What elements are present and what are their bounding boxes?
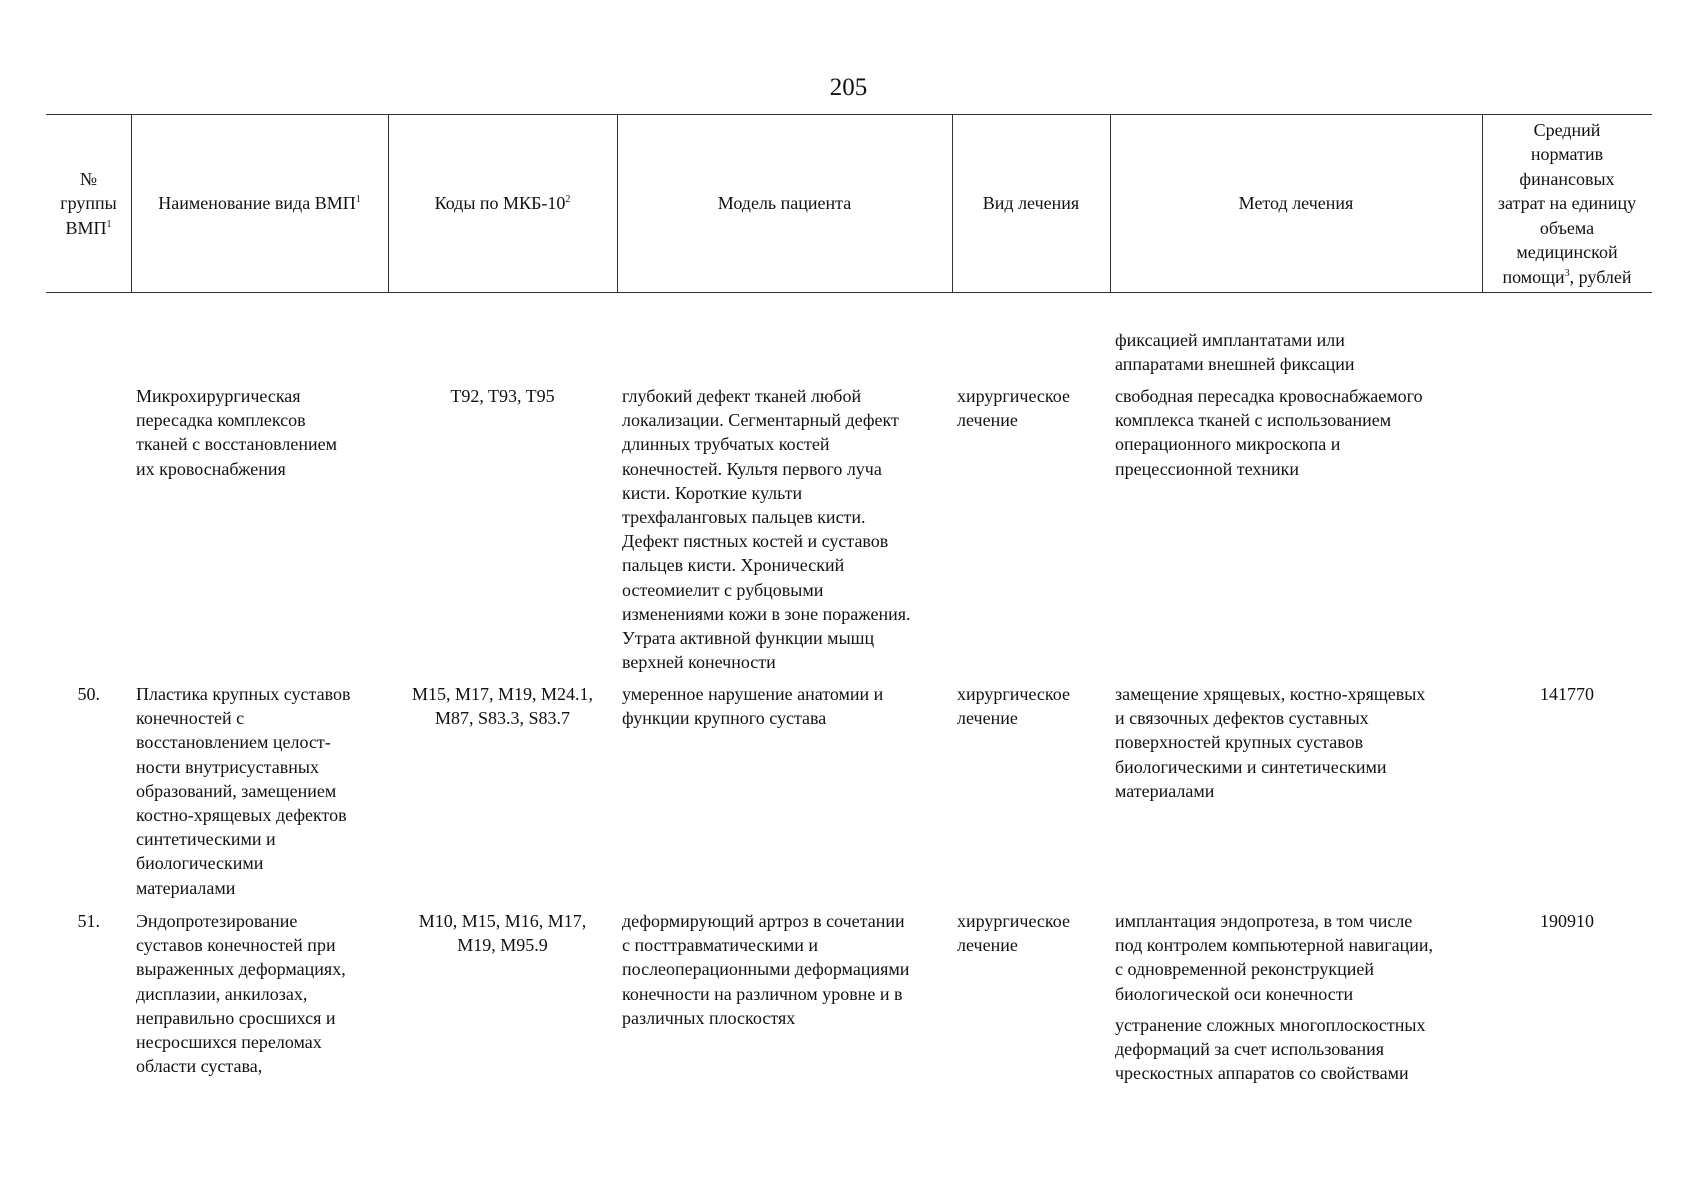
page-number: 205 <box>829 74 868 101</box>
row-microsurgery-codes: T92, T93, T95 <box>450 386 555 406</box>
header-vmp-name: Наименование вида ВМП$^1$ <box>158 193 361 214</box>
row-50-type: хирургическое лечение <box>957 684 1070 729</box>
row-microsurgery-name: Микрохирургическая пересадка комплексов тканей с восстановлением их кровоснабжения <box>136 386 337 479</box>
header-treatment-method: Метод лечения <box>1238 193 1354 214</box>
header-group-number: № группы ВМП$^1$ <box>60 168 117 238</box>
header-patient-model: Модель пациента <box>717 193 852 214</box>
header-icd-codes: Коды по МКБ-$10^2$ <box>434 193 571 214</box>
row-50-codes: M15, M17, M19, M24.1, M87, S83.3, S83.7 <box>411 684 594 729</box>
row-microsurgery-method: свободная пересадка кровоснабжаемого комплекса тканей с использованием операционного микроскопа и прецессионной техники <box>1115 386 1423 479</box>
row-51-codes: M10, M15, M16, M17, M19, M95.9 <box>418 911 587 956</box>
row-51-cost: 190910 <box>1540 911 1594 931</box>
row-51-model: деформирующий артроз в сочетании с посттравматическими и послеоперационными деформациями конечности на различном уровне и в различных плоскостях <box>622 911 910 1028</box>
row-51-method-deformity-correction: устранение сложных многоплоскостных деформаций за счет использования чрескостных аппаратов со свойствами <box>1115 1015 1426 1084</box>
row-51-method-implantation: имплантация эндопротеза, в том числе под контролем компьютерной навигации, с одновременной реконструкцией биологической оси конечности <box>1115 911 1434 1004</box>
table-row-continuation-method: фиксацией имплантатами или аппаратами внешней фиксации <box>1115 330 1355 375</box>
header-average-cost: Средний норматив финансовых затрат на единицу объема медицинской помощи$^3$, рублей <box>1497 119 1637 287</box>
row-50-method: замещение хрящевых, костно-хрящевых и связочных дефектов суставных поверхностей крупных суставов биологическими и синтетическими материалами <box>1115 684 1426 801</box>
row-microsurgery-model: глубокий дефект тканей любой локализации. Сегментарный дефект длинных трубчатых костей конечностей. Культя первого луча кисти. Короткие культи трехфаланговых пальцев кисти. Дефект пястных костей и суставов пальцев кисти. Хронический остеомиелит с рубцовыми изменениями кожи в зоне поражения. Утрата активной функции мышц верхней конечности <box>622 386 911 673</box>
row-51-name: Эндопротезирование суставов конечностей при выраженных деформациях, дисплазии, анкилозах, неправильно сросшихся и несросшихся переломах области сустава, <box>136 911 346 1077</box>
row-50-name: Пластика крупных суставов конечностей с восстановлением целост- ности внутрисуставных образований, замещением костно-хрящевых дефектов синтетическими и биологическими материалами <box>136 684 351 898</box>
row-50-model: умеренное нарушение анатомии и функции крупного сустава <box>622 684 884 729</box>
row-51-number: 51. <box>77 911 100 931</box>
row-50-cost: 141770 <box>1540 684 1594 704</box>
header-treatment-type: Вид лечения <box>982 193 1080 214</box>
row-51-type: хирургическое лечение <box>957 911 1070 956</box>
row-microsurgery-type: хирургическое лечение <box>957 386 1070 431</box>
row-50-number: 50. <box>77 684 100 704</box>
